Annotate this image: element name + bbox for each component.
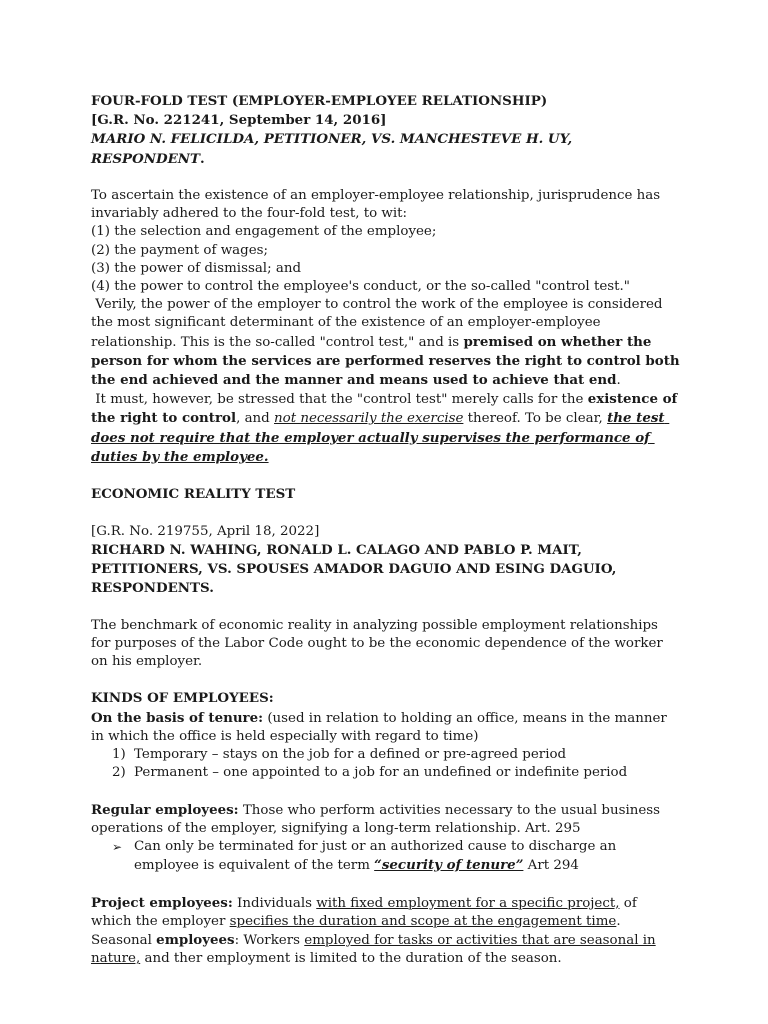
document-page <box>91 92 685 968</box>
intro-line: To ascertain the existence of an employer-employee relationship, jurisprudence has invariably adhered to the four-fold test, to wit: <box>91 188 661 222</box>
citation-2: [G.R. No. 219755, April 18, 2022] <box>91 523 320 539</box>
citation-1: [G.R. No. 221241, September 14, 2016] <box>91 112 387 129</box>
list-item: ➢ Can only be terminated for just or an authorized cause to discharge an employee is equivalent of the term “security of tenure” Art 294 <box>112 839 617 874</box>
list-item: 1) Temporary – stays on the job for a defined or pre-agreed period <box>112 747 567 763</box>
control-test-paragraph: Verily, the power of the employer to control the work of the employee is considered the most significant determinant of the existence of an employer-employee relationship. This is the so-called "control test," and is premised on whether the person for whom the services are performed reserves the right to control both the end achieved and the manner and means used to achieve that end. <box>91 297 685 389</box>
test-item-1: (1) the selection and engagement of the employee; <box>91 224 437 240</box>
regular-employees-paragraph: Regular employees: Those who perform activities necessary to the usual business operations of the employer, signifying a long-term relationship. Art. 295 <box>91 801 661 836</box>
case-parties-2: RICHARD N. WAHING, RONALD L. CALAGO AND PABLO P. MAIT, PETITIONERS, VS. SPOUSES AMADOR DAGUIO AND ESING DAGUIO, RESPONDENTS. <box>91 541 617 597</box>
test-item-2: (2) the payment of wages; <box>91 242 269 258</box>
test-item-4: (4) the power to control the employee's conduct, or the so-called "control test." <box>91 279 630 295</box>
arrow-bullet-icon: ➢ <box>112 840 123 855</box>
case-parties-1: MARIO N. FELICILDA, PETITIONER, VS. MANCHESTEVE H. UY, RESPONDENT. <box>91 131 573 167</box>
tenure-paragraph: On the basis of tenure: (used in relation to holding an office, means in the manner in which the office is held especially with regard to time) <box>91 709 667 744</box>
economic-reality-paragraph: The benchmark of economic reality in analyzing possible employment relationships for purposes of the Labor Code ought to be the economic dependence of the worker on his employer. <box>91 617 663 670</box>
list-item: 2) Permanent – one appointed to a job for an undefined or indefinite period <box>112 765 628 781</box>
seasonal-employees-paragraph: Seasonal employees: Workers employed for tasks or activities that are seasonal in nature, and ther employment is limited to the duration of the season. <box>91 932 656 967</box>
test-item-3: (3) the power of dismissal; and <box>91 260 302 276</box>
project-employees-paragraph: Project employees: Individuals with fixed employment for a specific project, of which the employer specifies the duration and scope at the engagement time. <box>91 894 637 929</box>
heading-kinds-of-employees: KINDS OF EMPLOYEES: <box>91 690 274 707</box>
heading-four-fold-test: FOUR-FOLD TEST (EMPLOYER-EMPLOYEE RELATIONSHIP) <box>91 93 548 109</box>
regular-bullets <box>91 838 681 875</box>
heading-economic-reality-test: ECONOMIC REALITY TEST <box>91 486 296 503</box>
right-to-control-paragraph: It must, however, be stressed that the "control test" merely calls for the existence of the right to control, and not necessarily the exercise thereof. To be clear, the test does not require that the employer actually supervises the performance of duties by the employee. <box>91 391 682 465</box>
tenure-list <box>91 746 681 782</box>
